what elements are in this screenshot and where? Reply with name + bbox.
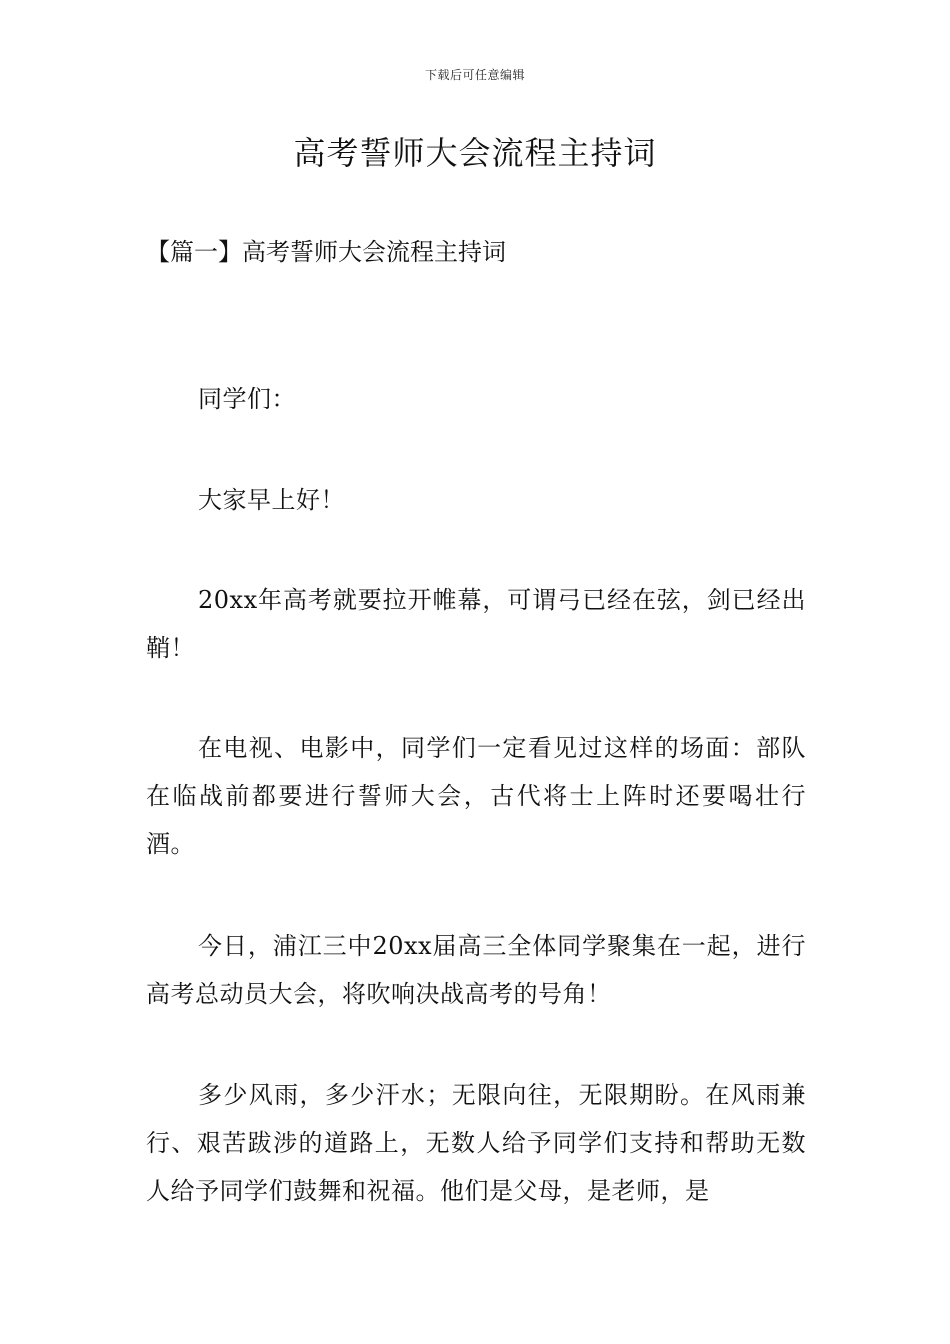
paragraph-good-morning: 大家早上好！ [198, 486, 345, 514]
paragraph-military-oath: 在电视、电影中，同学们一定看见过这样的场面：部队在临战前都要进行誓师大会，古代将士上阵时还要喝壮行酒。 [146, 734, 806, 858]
paragraph-exam-start: 20xx年高考就要拉开帷幕，可谓弓已经在弦，剑已经出鞘！ [146, 586, 806, 662]
paragraph-assembly: 今日，浦江三中20xx届高三全体同学聚集在一起，进行高考总动员大会，将吹响决战高考的号角！ [146, 932, 806, 1008]
header-note: 下载后可任意编辑 [424, 68, 525, 82]
document-title: 高考誓师大会流程主持词 [293, 134, 657, 172]
paragraph-greeting: 同学们： [198, 385, 296, 413]
section-heading: 【篇一】高考誓师大会流程主持词 [146, 238, 506, 266]
paragraph-support: 多少风雨，多少汗水；无限向往，无限期盼。在风雨兼行、艰苦跋涉的道路上，无数人给予同学们支持和帮助无数人给予同学们鼓舞和祝福。他们是父母，是老师，是 [146, 1081, 806, 1205]
